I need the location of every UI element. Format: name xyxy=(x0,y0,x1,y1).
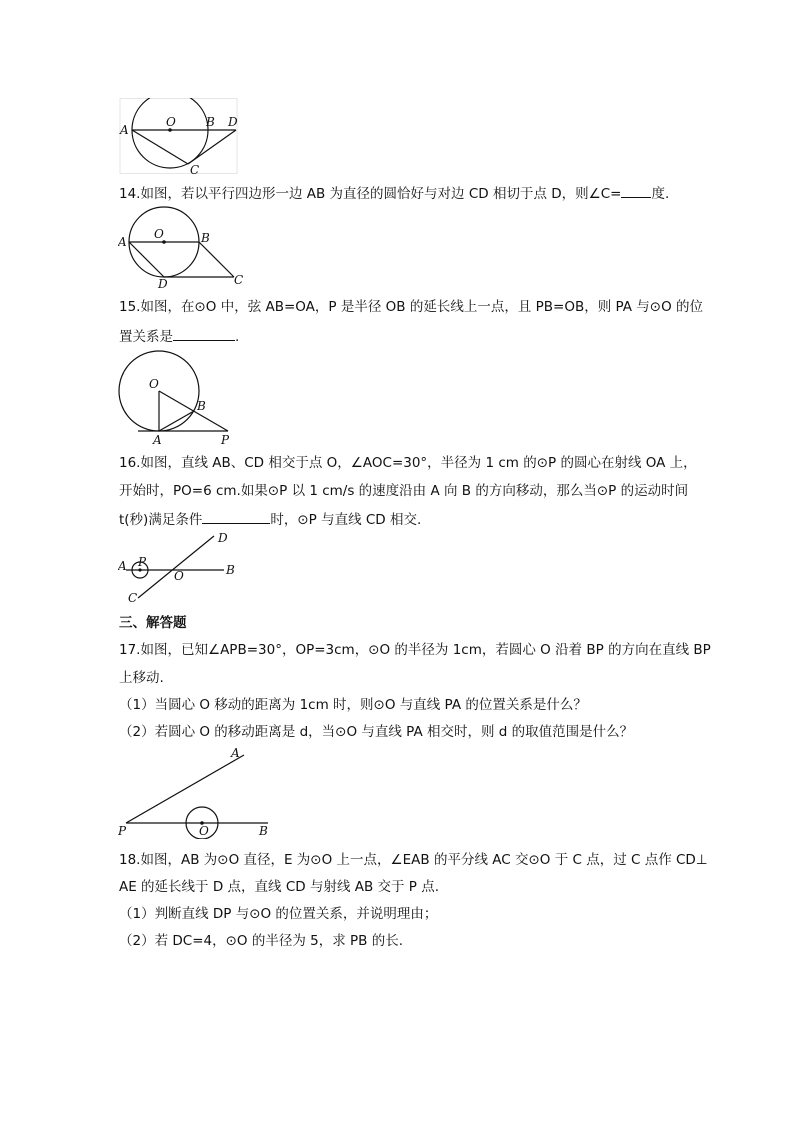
label-b: B xyxy=(201,231,210,245)
side-bc xyxy=(199,242,234,277)
label-d: D xyxy=(228,115,238,129)
figure-q17 xyxy=(118,747,274,839)
label-a: A xyxy=(153,433,162,446)
line-cd xyxy=(138,536,214,598)
label-c: C xyxy=(128,591,138,604)
figure-q16 xyxy=(118,532,242,604)
q18-part2: （2）若 DC=4，⊙O 的半径为 5，求 PB 的长. xyxy=(119,933,403,949)
figure-q16-svg xyxy=(118,532,242,604)
figure-q13 xyxy=(118,98,242,176)
label-p: P xyxy=(221,433,230,446)
label-d: D xyxy=(218,532,228,545)
label-c: C xyxy=(190,163,200,176)
figure-q13-svg xyxy=(118,98,242,176)
line-cd xyxy=(188,130,236,164)
q15-line2 xyxy=(119,326,239,347)
q16-line2: 开始时，PO=6 cm.如果⊙P 以 1 cm/s 的速度沿由 A 向 B 的方向移动，那么当⊙P 的运动时间 xyxy=(119,483,689,499)
label-o: O xyxy=(199,824,209,838)
label-a: A xyxy=(118,235,127,249)
label-b: B xyxy=(259,824,268,838)
q16-line3-after: 时，⊙P 与直线 CD 相交. xyxy=(270,512,422,528)
q18-part1: （1）判断直线 DP 与⊙O 的位置关系，并说明理由； xyxy=(119,906,438,922)
figure-q14-svg xyxy=(118,206,248,290)
ray-pa xyxy=(126,755,244,823)
label-a: A xyxy=(118,559,127,573)
q17-part1: （1）当圆心 O 移动的距离为 1cm 时，则⊙O 与直线 PA 的位置关系是什么？ xyxy=(119,697,587,713)
chord-ab xyxy=(159,411,194,431)
section-title-answer-questions: 三、解答题 xyxy=(119,615,187,631)
q16-line3 xyxy=(119,509,421,530)
label-o: O xyxy=(174,569,184,583)
label-o: O xyxy=(166,115,176,129)
label-b: B xyxy=(197,399,206,413)
label-p: P xyxy=(118,824,127,838)
q16-answer-blank[interactable] xyxy=(202,509,270,524)
q14-text xyxy=(119,183,669,204)
label-o: O xyxy=(149,377,159,391)
figure-q15 xyxy=(118,350,244,446)
q16-line3-before: t(秒)满足条件 xyxy=(119,512,203,528)
q16-line1: 16.如图，直线 AB、CD 相交于点 O，∠AOC=30°，半径为 1 cm 的⊙P 的圆心在射线 OA 上， xyxy=(119,455,697,471)
q15-line2-after: . xyxy=(235,329,240,345)
q18-line1: 18.如图，AB 为⊙O 直径，E 为⊙O 上一点，∠EAB 的平分线 AC 交⊙O 于 C 点，过 C 点作 CD⊥ xyxy=(119,852,708,868)
figure-q14 xyxy=(118,206,248,290)
label-p: P xyxy=(138,555,147,569)
figure-q15-svg xyxy=(118,350,244,446)
label-o: O xyxy=(154,227,164,241)
label-b: B xyxy=(206,115,215,129)
label-d: D xyxy=(158,277,168,290)
line-ac xyxy=(132,130,188,164)
q15-line1: 15.如图，在⊙O 中，弦 AB=OA，P 是半径 OB 的延长线上一点，且 PB=OB，则 PA 与⊙O 的位 xyxy=(119,299,704,315)
q14-text-after: 度. xyxy=(651,186,670,202)
q14-answer-blank[interactable] xyxy=(621,183,651,198)
q18-line2: AE 的延长线于 D 点，直线 CD 与射线 AB 交于 P 点. xyxy=(119,879,440,895)
q14-text-before: 14.如图，若以平行四边形一边 AB 为直径的圆恰好与对边 CD 相切于点 D，则∠C= xyxy=(119,186,622,202)
figure-q17-svg xyxy=(118,747,274,839)
q17-part2: （2）若圆心 O 的移动距离是 d，当⊙O 与直线 PA 相交时，则 d 的取值范围是什么？ xyxy=(119,724,634,740)
label-c: C xyxy=(234,273,244,287)
q15-answer-blank[interactable] xyxy=(173,326,235,341)
label-a: A xyxy=(120,123,129,137)
label-b: B xyxy=(226,563,235,577)
q15-line2-before: 置关系是 xyxy=(119,329,173,345)
label-a: A xyxy=(231,747,240,760)
q17-line2: 上移动. xyxy=(119,670,164,686)
q17-line1: 17.如图，已知∠APB=30°，OP=3cm，⊙O 的半径为 1cm，若圆心 O 沿着 BP 的方向在直线 BP xyxy=(119,642,711,658)
